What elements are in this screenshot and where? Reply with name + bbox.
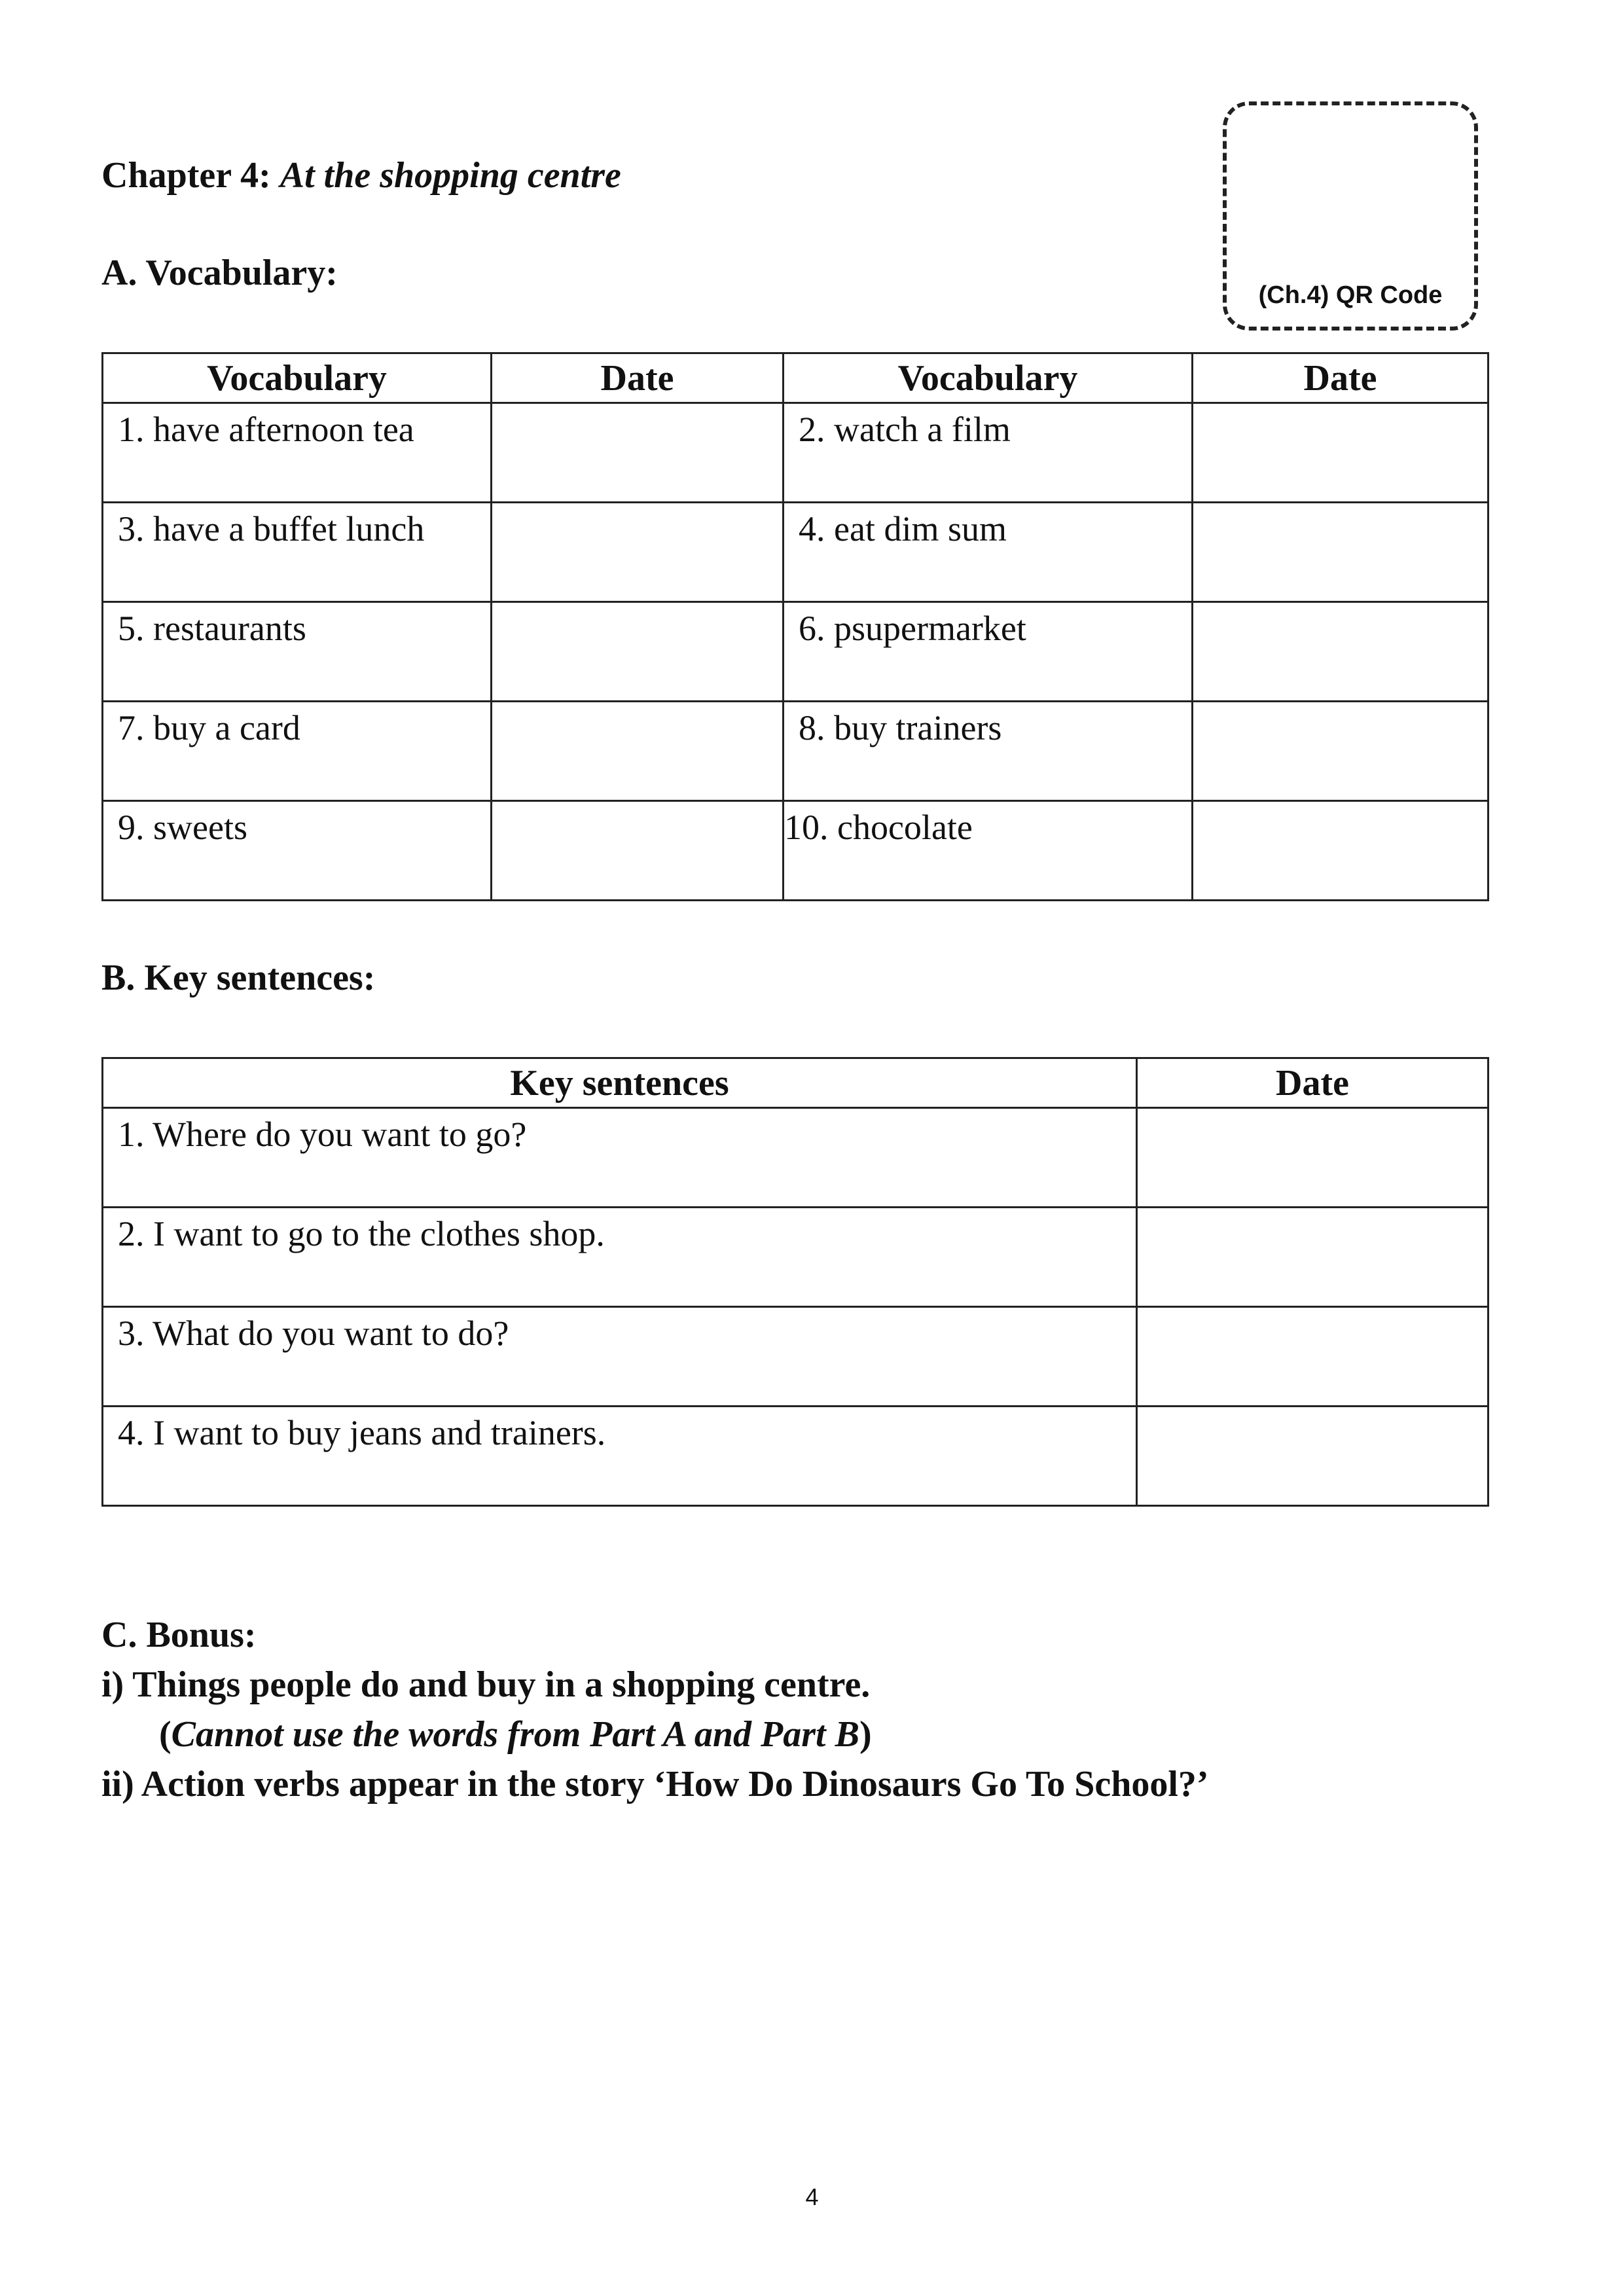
section-a-heading: A. Vocabulary: xyxy=(101,253,338,293)
date-cell[interactable] xyxy=(1137,1407,1489,1506)
header-date: Date xyxy=(492,353,784,403)
section-c-heading: C. Bonus: xyxy=(101,1615,257,1655)
sentence-cell xyxy=(103,1208,1137,1307)
section-b-heading: B. Key sentences: xyxy=(101,958,376,998)
vocabulary-table xyxy=(101,352,1489,901)
bonus-note: (Cannot use the words from Part A and Part B) xyxy=(159,1714,872,1755)
vocab-item: 8. buy trainers xyxy=(799,708,1002,747)
date-cell[interactable] xyxy=(492,602,784,702)
chapter-subtitle: At the shopping centre xyxy=(280,155,621,196)
vocab-item: 4. eat dim sum xyxy=(799,509,1007,548)
date-cell[interactable] xyxy=(1193,702,1489,801)
vocab-item: 9. sweets xyxy=(118,808,247,847)
vocab-item: 10. chocolate xyxy=(784,808,973,847)
vocab-cell xyxy=(103,602,492,702)
vocab-cell xyxy=(784,403,1193,503)
chapter-prefix: Chapter 4: xyxy=(101,155,271,196)
date-cell[interactable] xyxy=(492,403,784,503)
vocab-cell xyxy=(784,801,1193,901)
header-date: Date xyxy=(1193,353,1489,403)
vocab-cell xyxy=(784,503,1193,602)
vocab-cell xyxy=(103,403,492,503)
header-vocabulary: Vocabulary xyxy=(103,353,492,403)
page-number: 4 xyxy=(805,2183,819,2210)
bonus-note-text: Cannot use the words from Part A and Part B xyxy=(171,1714,859,1755)
table-row xyxy=(103,1307,1489,1407)
table-row xyxy=(103,1407,1489,1506)
key-sentence: 3. What do you want to do? xyxy=(118,1314,509,1353)
sentence-cell xyxy=(103,1407,1137,1506)
table-row xyxy=(103,503,1489,602)
date-cell[interactable] xyxy=(1193,602,1489,702)
key-sentence: 4. I want to buy jeans and trainers. xyxy=(118,1413,606,1452)
key-sentence: 1. Where do you want to go? xyxy=(118,1115,527,1154)
table-header-row xyxy=(103,1058,1489,1108)
qr-code-placeholder xyxy=(1223,101,1478,331)
vocab-cell xyxy=(103,801,492,901)
bonus-section xyxy=(101,1610,1209,1809)
vocab-item: 6. psupermarket xyxy=(799,609,1026,648)
date-cell[interactable] xyxy=(1193,801,1489,901)
vocab-item: 2. watch a film xyxy=(799,410,1011,449)
key-sentence: 2. I want to go to the clothes shop. xyxy=(118,1214,605,1253)
date-cell[interactable] xyxy=(492,801,784,901)
vocab-cell xyxy=(784,702,1193,801)
header-key-sentences: Key sentences xyxy=(103,1058,1137,1108)
sentence-cell xyxy=(103,1307,1137,1407)
bonus-item-1: i) Things people do and buy in a shopping centre. xyxy=(101,1664,871,1705)
chapter-title xyxy=(101,154,621,196)
header-vocabulary: Vocabulary xyxy=(784,353,1193,403)
table-row xyxy=(103,602,1489,702)
qr-code-label: (Ch.4) QR Code xyxy=(1258,281,1443,309)
table-header-row xyxy=(103,353,1489,403)
vocab-item: 3. have a buffet lunch xyxy=(118,509,425,548)
vocab-item: 5. restaurants xyxy=(118,609,306,648)
date-cell[interactable] xyxy=(1193,403,1489,503)
table-row xyxy=(103,702,1489,801)
sentence-cell xyxy=(103,1108,1137,1208)
vocab-cell xyxy=(103,702,492,801)
key-sentences-table xyxy=(101,1057,1489,1507)
vocab-item: 1. have afternoon tea xyxy=(118,410,414,449)
date-cell[interactable] xyxy=(492,702,784,801)
date-cell[interactable] xyxy=(1137,1208,1489,1307)
date-cell[interactable] xyxy=(1137,1307,1489,1407)
date-cell[interactable] xyxy=(492,503,784,602)
table-row xyxy=(103,1108,1489,1208)
header-date: Date xyxy=(1137,1058,1489,1108)
table-row xyxy=(103,1208,1489,1307)
date-cell[interactable] xyxy=(1137,1108,1489,1208)
vocab-cell xyxy=(103,503,492,602)
table-row xyxy=(103,801,1489,901)
bonus-item-2: ii) Action verbs appear in the story ‘How Do Dinosaurs Go To School?’ xyxy=(101,1764,1209,1804)
table-row xyxy=(103,403,1489,503)
vocab-item: 7. buy a card xyxy=(118,708,300,747)
vocab-cell xyxy=(784,602,1193,702)
date-cell[interactable] xyxy=(1193,503,1489,602)
